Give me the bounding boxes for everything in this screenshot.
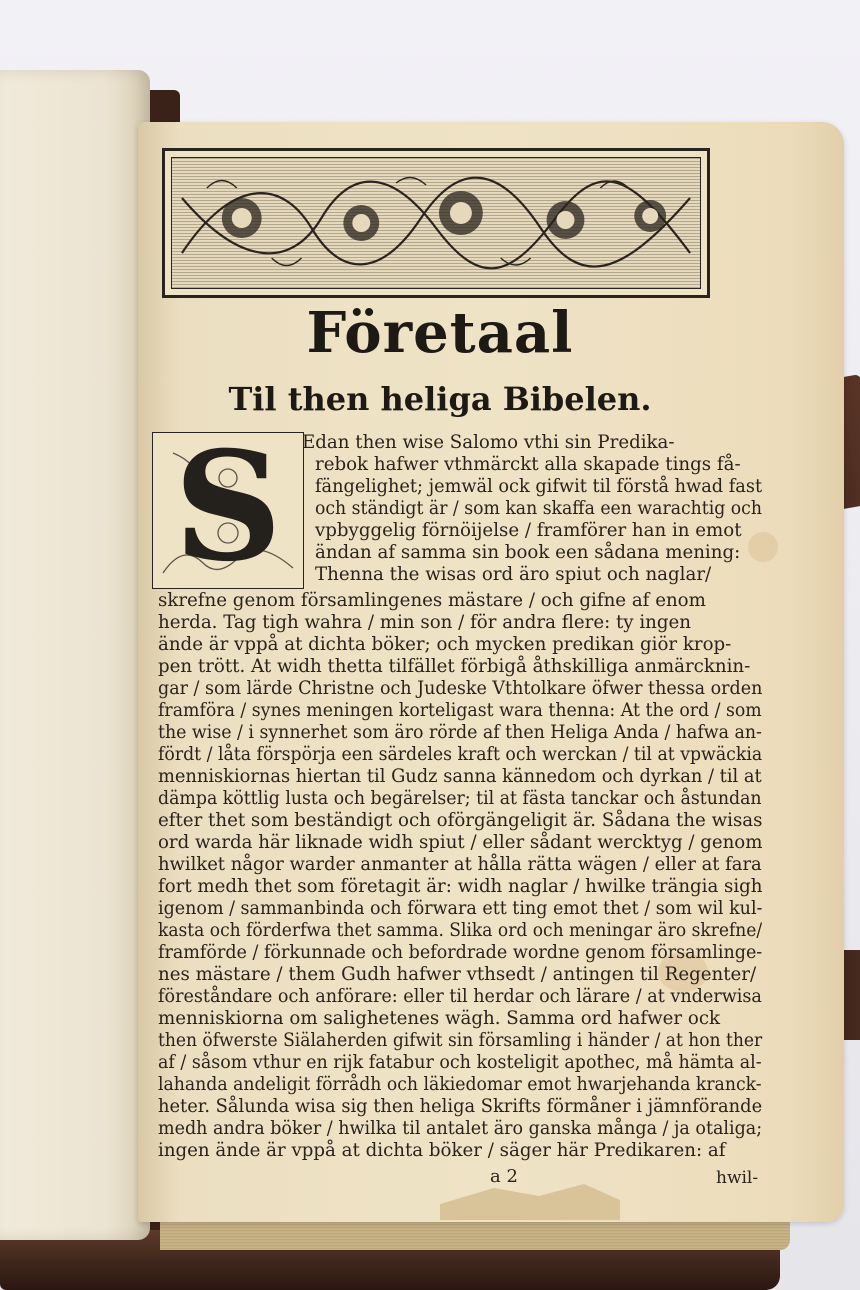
ornamental-headpiece xyxy=(162,148,710,298)
text-line: fängelighet; jemwäl ock gifwit til förstå hwad fast xyxy=(315,476,763,497)
text-line: the wise / i synnerhet som äro rörde af then Heliga Anda / hafwa an- xyxy=(158,722,762,743)
page-subtitle: Til then heliga Bibelen. xyxy=(228,380,652,418)
text-line: ände är vppå at dichta böker; och mycken predikan giör krop- xyxy=(158,634,732,655)
text-line: gar / som lärde Christne och Judeske Vthtolkare öfwer thessa orden xyxy=(158,678,763,699)
text-line: ingen ände är vppå at dichta böker / säger här Predikaren: af xyxy=(158,1140,726,1161)
text-line: medh andra böker / hwilka til antalet äro ganska många / ja otaliga; xyxy=(158,1118,763,1139)
text-line: dämpa köttlig lusta och begärelser; til at fästa tanckar och åstundan xyxy=(158,788,762,809)
floral-scroll-icon xyxy=(172,158,700,288)
text-line: vpbyggelig förnöijelse / framförer han in emot xyxy=(315,520,742,541)
text-line: nes mästare / them Gudh hafwer vthsedt / antingen til Regenter/ xyxy=(158,964,757,985)
decorated-initial xyxy=(152,419,304,595)
text-line: och ständigt är / som kan skaffa een warachtig och xyxy=(315,498,762,519)
text-line: fort medh thet som företagit är: widh naglar / hwilke trängia sigh xyxy=(158,876,763,897)
text-line: föreståndare och anförare: eller til herdar och lärare / at vnderwisa xyxy=(158,986,762,1007)
catchword: hwil- xyxy=(716,1168,759,1188)
text-line: herda. Tag tigh wahra / min son / för andra flere: ty ingen xyxy=(158,612,692,633)
text-line: igenom / sammanbinda och förwara ett ting emot thet / som wil kul- xyxy=(158,898,763,919)
text-line: framföra / synes meningen korteligast wara thenna: At the ord / som xyxy=(158,700,762,721)
text-line: af / såsom vthur en rijk fatabur och kosteligit apothec, må hämta al- xyxy=(158,1052,762,1073)
blank-left-page xyxy=(0,70,150,1240)
text-line: then öfwerste Siälaherden gifwit sin församling i händer / at hon ther xyxy=(158,1030,763,1051)
text-line: ändan af samma sin book een sådana mening: xyxy=(315,542,741,563)
text-line: lahanda andeligit förrådh och läkiedomar emot hwarjehanda kranck- xyxy=(158,1074,762,1095)
text-line: heter. Sålunda wisa sig then heliga Skrifts förmåner i jämnförande xyxy=(158,1096,763,1117)
text-line: menniskiorna om salighetenes wägh. Samma ord hafwer ock xyxy=(158,1008,721,1029)
text-line: skrefne genom församlingenes mästare / och gifne af enom xyxy=(158,590,706,611)
initial-letter: S xyxy=(173,419,283,595)
text-line: ord warda här liknade widh spiut / eller sådant wercktyg / genom xyxy=(158,832,763,853)
text-line: fördt / låta förspörja een särdeles kraft och werckan / til at vpwäckia xyxy=(158,744,763,765)
text-line: pen trött. At widh thetta tilfället förbigå åthskilliga anmärcknin- xyxy=(158,656,751,677)
text-line: hwilket någor warder anmanter at hålla rätta wägen / eller at fara xyxy=(158,854,762,875)
text-line: framförde / förkunnade och befordrade wordne genom församlinge- xyxy=(158,942,763,963)
signature-mark: a 2 xyxy=(490,1166,518,1187)
text-line: efter thet som beständigt och oförgängeligit är. Sådana the wisas xyxy=(158,810,763,831)
text-line: Thenna the wisas ord äro spiut och naglar/ xyxy=(315,564,712,585)
text-line: menniskiornas hiertan til Gudz sanna kännedom och dyrkan / til at xyxy=(158,766,762,787)
text-line: kasta och förderfwa thet samma. Slika ord och meningar äro skrefne/ xyxy=(158,920,763,941)
text-line: rebok hafwer vthmärckt alla skapade tings få- xyxy=(315,454,741,475)
text-line: Edan then wise Salomo vthi sin Predika- xyxy=(302,432,675,453)
page-title: Företaal xyxy=(306,300,574,366)
